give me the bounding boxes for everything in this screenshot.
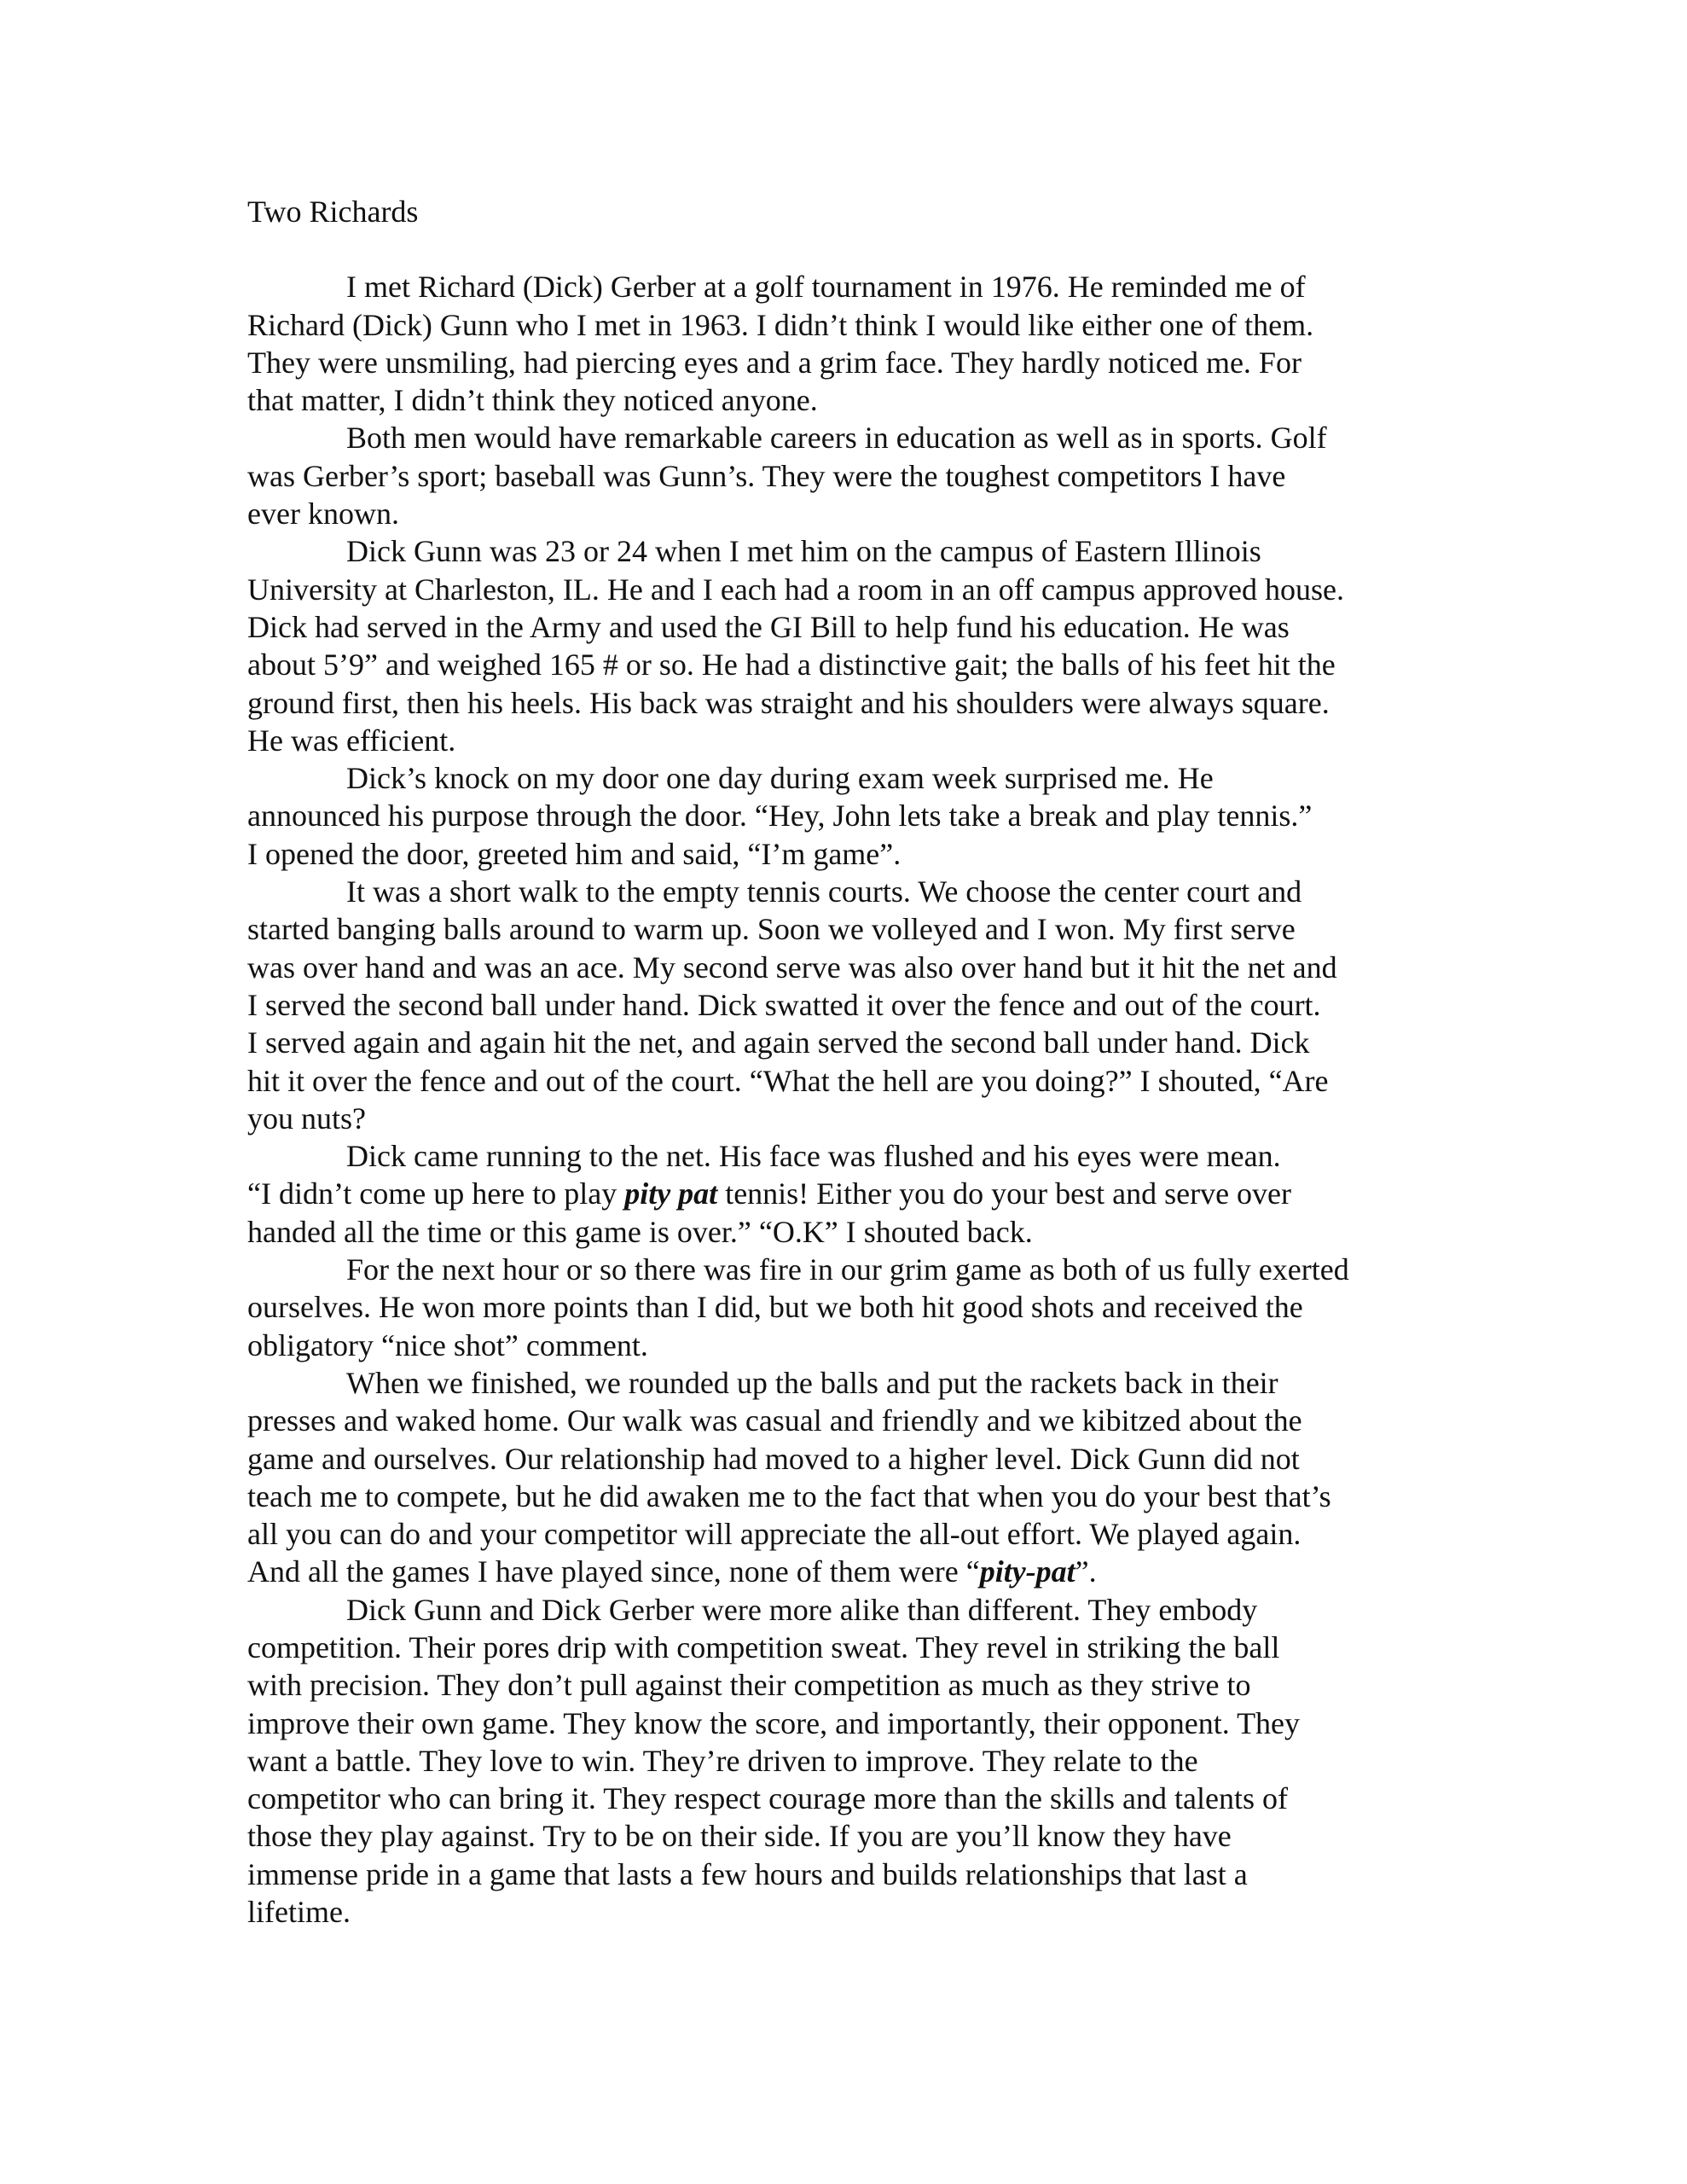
paragraph-2 (247, 419, 1458, 532)
text-line: I served again and again hit the net, and again served the second ball under hand. Dick (247, 1025, 1310, 1060)
text-line: teach me to compete, but he did awaken me to the fact that when you do your best that’s (247, 1478, 1331, 1513)
paragraph-8 (247, 1364, 1458, 1591)
text-line: Richard (Dick) Gunn who I met in 1963. I didn’t think I would like either one of them. (247, 307, 1314, 342)
paragraph-7 (247, 1251, 1458, 1364)
text-line: announced his purpose through the door. “Hey, John lets take a break and play tennis.” (247, 799, 1313, 834)
text-line (247, 1175, 1458, 1212)
text-line: game and ourselves. Our relationship had moved to a higher level. Dick Gunn did not (247, 1441, 1300, 1476)
paragraph-9 (247, 1591, 1458, 1931)
text-line: about 5’9” and weighed 165 # or so. He had a distinctive gait; the balls of his feet hit the (247, 648, 1336, 682)
text-line: obligatory “nice shot” comment. (247, 1327, 648, 1362)
text-line: I served the second ball under hand. Dick swatted it over the fence and out of the court. (247, 987, 1321, 1022)
text-line: lifetime. (247, 1895, 351, 1930)
text-line: Dick Gunn and Dick Gerber were more alike than different. They embody (346, 1592, 1258, 1627)
text-line: Both men would have remarkable careers in education as well as in sports. Golf (346, 421, 1327, 456)
text-line: presses and waked home. Our walk was casual and friendly and we kibitzed about the (247, 1403, 1302, 1438)
text-line: For the next hour or so there was fire in our grim game as both of us fully exerted (346, 1252, 1349, 1287)
paragraph-6 (247, 1137, 1458, 1251)
text-line: immense pride in a game that lasts a few hours and builds relationships that last a (247, 1856, 1248, 1891)
text-line: Dick’s knock on my door one day during exam week surprised me. He (346, 761, 1214, 796)
text-line: hit it over the fence and out of the court. “What the hell are you doing?” I shouted, “Are (247, 1063, 1329, 1098)
text-line: competition. Their pores drip with competition sweat. They revel in striking the ball (247, 1629, 1280, 1664)
text-line: was Gerber’s sport; baseball was Gunn’s. They were the toughest competitors I have (247, 458, 1286, 493)
text-line: with precision. They don’t pull against their competition as much as they strive to (247, 1668, 1251, 1703)
text-segment: “I didn’t come up here to play (247, 1176, 625, 1211)
text-line: handed all the time or this game is over.” “O.K” I shouted back. (247, 1214, 1033, 1249)
text-line: Dick came running to the net. His face was flushed and his eyes were mean. (346, 1139, 1281, 1174)
text-line: improve their own game. They know the score, and importantly, their opponent. They (247, 1705, 1301, 1740)
text-line: I met Richard (Dick) Gerber at a golf tournament in 1976. He reminded me of (346, 270, 1306, 305)
text-line: They were unsmiling, had piercing eyes and a grim face. They hardly noticed me. For (247, 345, 1301, 380)
text-line: I opened the door, greeted him and said, “I’m game”. (247, 836, 901, 871)
text-line: you nuts? (247, 1101, 366, 1136)
text-line: When we finished, we rounded up the balls and put the rackets back in their (346, 1365, 1278, 1400)
text-line: was over hand and was an ace. My second serve was also over hand but it hit the net and (247, 950, 1337, 985)
text-line: competitor who can bring it. They respect courage more than the skills and talents of (247, 1781, 1288, 1816)
text-line (247, 1553, 1458, 1590)
paragraph-1 (247, 268, 1458, 419)
paragraph-4 (247, 759, 1458, 873)
emphasis-pity-pat: pity-pat (979, 1554, 1075, 1589)
text-line: want a battle. They love to win. They’re driven to improve. They relate to the (247, 1743, 1198, 1778)
text-line: Dick had served in the Army and used the GI Bill to help fund his education. He was (247, 609, 1290, 644)
text-line: that matter, I didn’t think they noticed anyone. (247, 383, 818, 418)
paragraph-5 (247, 873, 1458, 1137)
text-line: ground first, then his heels. His back was straight and his shoulders were always square. (247, 685, 1330, 720)
emphasis-pity-pat: pity pat (624, 1176, 718, 1211)
text-line: ever known. (247, 497, 399, 531)
text-line: those they play against. Try to be on their side. If you are you’ll know they have (247, 1819, 1232, 1854)
text-line: ourselves. He won more points than I did, but we both hit good shots and received the (247, 1290, 1303, 1325)
text-line: It was a short walk to the empty tennis courts. We choose the center court and (346, 874, 1302, 909)
paragraph-3 (247, 532, 1458, 759)
text-line: started banging balls around to warm up. Soon we volleyed and I won. My first serve (247, 912, 1296, 947)
text-line: He was efficient. (247, 723, 456, 758)
text-segment: ”. (1075, 1554, 1097, 1589)
text-segment: tennis! Either you do your best and serve over (717, 1176, 1292, 1211)
document-body (247, 193, 1458, 1931)
text-line: University at Charleston, IL. He and I each had a room in an off campus approved house. (247, 572, 1344, 607)
document-title: Two Richards (247, 195, 419, 229)
text-segment: And all the games I have played since, none of them were “ (247, 1554, 980, 1589)
text-line: Dick Gunn was 23 or 24 when I met him on the campus of Eastern Illinois (346, 534, 1261, 569)
text-line: all you can do and your competitor will appreciate the all-out effort. We played again. (247, 1517, 1301, 1552)
